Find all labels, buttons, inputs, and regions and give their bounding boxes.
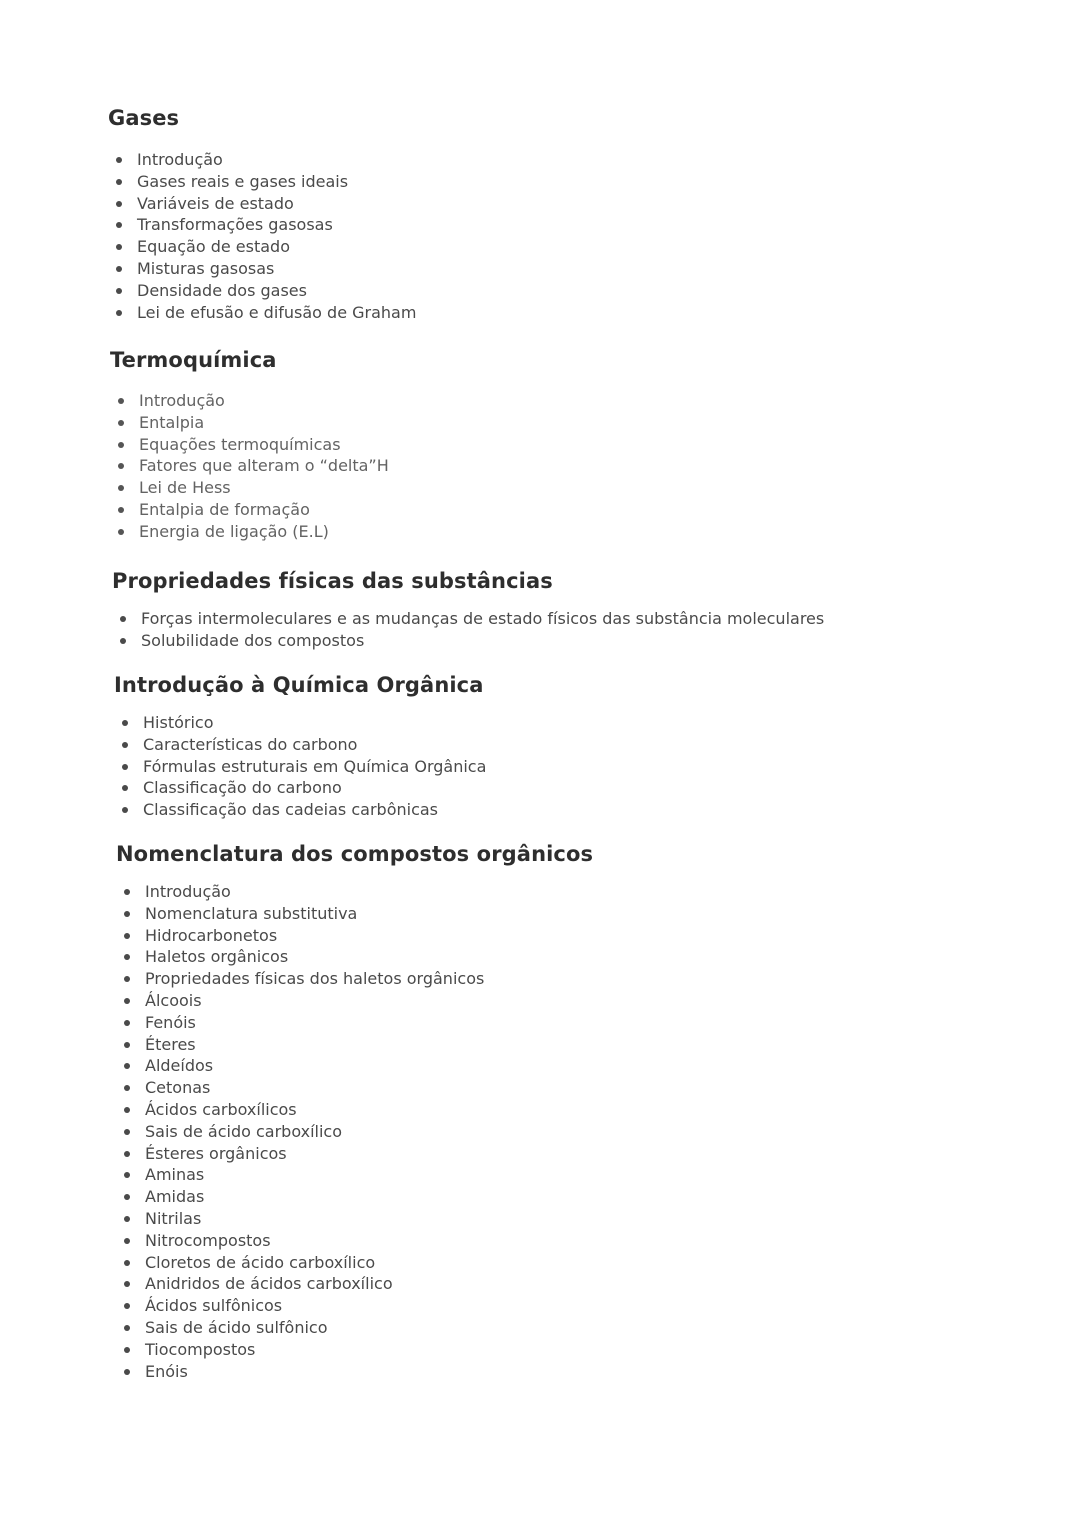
topic-list <box>114 712 486 821</box>
list-item: Amidas <box>116 1186 593 1208</box>
list-item: Lei de Hess <box>110 477 389 499</box>
list-item: Propriedades físicas dos haletos orgânicos <box>116 968 593 990</box>
list-item: Equações termoquímicas <box>110 434 389 456</box>
list-item: Introdução <box>110 390 389 412</box>
bullet-icon <box>120 616 126 622</box>
list-item: Lei de efusão e difusão de Graham <box>108 302 416 324</box>
bullet-icon <box>124 1303 130 1309</box>
section-title: Nomenclatura dos compostos orgânicos <box>116 842 594 866</box>
bullet-icon <box>116 288 122 294</box>
bullet-icon <box>124 1347 130 1353</box>
list-item: Introdução <box>108 149 416 171</box>
list-item: Nitrocompostos <box>116 1230 593 1252</box>
bullet-icon <box>124 911 130 917</box>
bullet-icon <box>122 764 128 770</box>
section-propriedades-fisicas <box>112 568 824 652</box>
bullet-icon <box>118 420 124 426</box>
topic-list <box>110 390 389 543</box>
list-item: Gases reais e gases ideais <box>108 171 416 193</box>
bullet-icon <box>124 933 130 939</box>
bullet-icon <box>124 954 130 960</box>
section-gases <box>108 105 416 323</box>
list-item: Cloretos de ácido carboxílico <box>116 1252 593 1274</box>
list-item: Entalpia <box>110 412 389 434</box>
list-item: Ácidos carboxílicos <box>116 1099 593 1121</box>
bullet-icon <box>124 1216 130 1222</box>
list-item: Forças intermoleculares e as mudanças de estado físicos das substância moleculares <box>112 608 824 630</box>
list-item: Misturas gasosas <box>108 258 416 280</box>
bullet-icon <box>122 807 128 813</box>
list-item: Ésteres orgânicos <box>116 1143 593 1165</box>
list-item: Ácidos sulfônicos <box>116 1295 593 1317</box>
list-item: Haletos orgânicos <box>116 946 593 968</box>
bullet-icon <box>122 785 128 791</box>
list-item: Anidridos de ácidos carboxílico <box>116 1273 593 1295</box>
list-item: Enóis <box>116 1361 593 1383</box>
section-title: Introdução à Química Orgânica <box>114 673 484 697</box>
bullet-icon <box>118 442 124 448</box>
list-item: Classificação das cadeias carbônicas <box>114 799 486 821</box>
list-item: Tiocompostos <box>116 1339 593 1361</box>
bullet-icon <box>118 485 124 491</box>
bullet-icon <box>118 507 124 513</box>
section-title: Termoquímica <box>110 348 277 372</box>
list-item: Introdução <box>116 881 593 903</box>
bullet-icon <box>124 1107 130 1113</box>
bullet-icon <box>124 1281 130 1287</box>
section-termoquimica <box>110 347 389 543</box>
bullet-icon <box>122 742 128 748</box>
bullet-icon <box>116 179 122 185</box>
list-item: Álcoois <box>116 990 593 1012</box>
section-quimica-organica <box>114 672 486 821</box>
bullet-icon <box>124 1063 130 1069</box>
bullet-icon <box>118 529 124 535</box>
bullet-icon <box>124 998 130 1004</box>
list-item: Densidade dos gases <box>108 280 416 302</box>
bullet-icon <box>124 1085 130 1091</box>
bullet-icon <box>124 1129 130 1135</box>
list-item: Histórico <box>114 712 486 734</box>
list-item: Fenóis <box>116 1012 593 1034</box>
bullet-icon <box>122 720 128 726</box>
list-item: Éteres <box>116 1034 593 1056</box>
list-item: Equação de estado <box>108 236 416 258</box>
list-item: Nitrilas <box>116 1208 593 1230</box>
bullet-icon <box>124 1151 130 1157</box>
topic-list <box>116 881 593 1382</box>
bullet-icon <box>116 157 122 163</box>
section-nomenclatura <box>116 841 593 1382</box>
bullet-icon <box>124 1238 130 1244</box>
bullet-icon <box>124 1172 130 1178</box>
bullet-icon <box>124 1042 130 1048</box>
bullet-icon <box>124 1194 130 1200</box>
topic-list <box>112 608 824 652</box>
list-item: Sais de ácido carboxílico <box>116 1121 593 1143</box>
bullet-icon <box>116 201 122 207</box>
list-item: Fatores que alteram o “delta”H <box>110 455 389 477</box>
list-item: Fórmulas estruturais em Química Orgânica <box>114 756 486 778</box>
bullet-icon <box>124 1369 130 1375</box>
list-item: Transformações gasosas <box>108 214 416 236</box>
bullet-icon <box>116 266 122 272</box>
bullet-icon <box>116 222 122 228</box>
bullet-icon <box>118 463 124 469</box>
list-item: Cetonas <box>116 1077 593 1099</box>
list-item: Nomenclatura substitutiva <box>116 903 593 925</box>
topic-list <box>108 149 416 323</box>
list-item: Energia de ligação (E.L) <box>110 521 389 543</box>
list-item: Entalpia de formação <box>110 499 389 521</box>
bullet-icon <box>124 1325 130 1331</box>
list-item: Variáveis de estado <box>108 193 416 215</box>
list-item: Aldeídos <box>116 1055 593 1077</box>
section-title: Propriedades físicas das substâncias <box>112 569 553 593</box>
bullet-icon <box>120 638 126 644</box>
section-title: Gases <box>108 106 180 130</box>
bullet-icon <box>124 1020 130 1026</box>
list-item: Solubilidade dos compostos <box>112 630 824 652</box>
list-item: Características do carbono <box>114 734 486 756</box>
bullet-icon <box>118 398 124 404</box>
list-item: Sais de ácido sulfônico <box>116 1317 593 1339</box>
list-item: Classificação do carbono <box>114 777 486 799</box>
bullet-icon <box>124 1260 130 1266</box>
bullet-icon <box>124 976 130 982</box>
bullet-icon <box>124 889 130 895</box>
list-item: Hidrocarbonetos <box>116 925 593 947</box>
bullet-icon <box>116 310 122 316</box>
list-item: Aminas <box>116 1164 593 1186</box>
bullet-icon <box>116 244 122 250</box>
